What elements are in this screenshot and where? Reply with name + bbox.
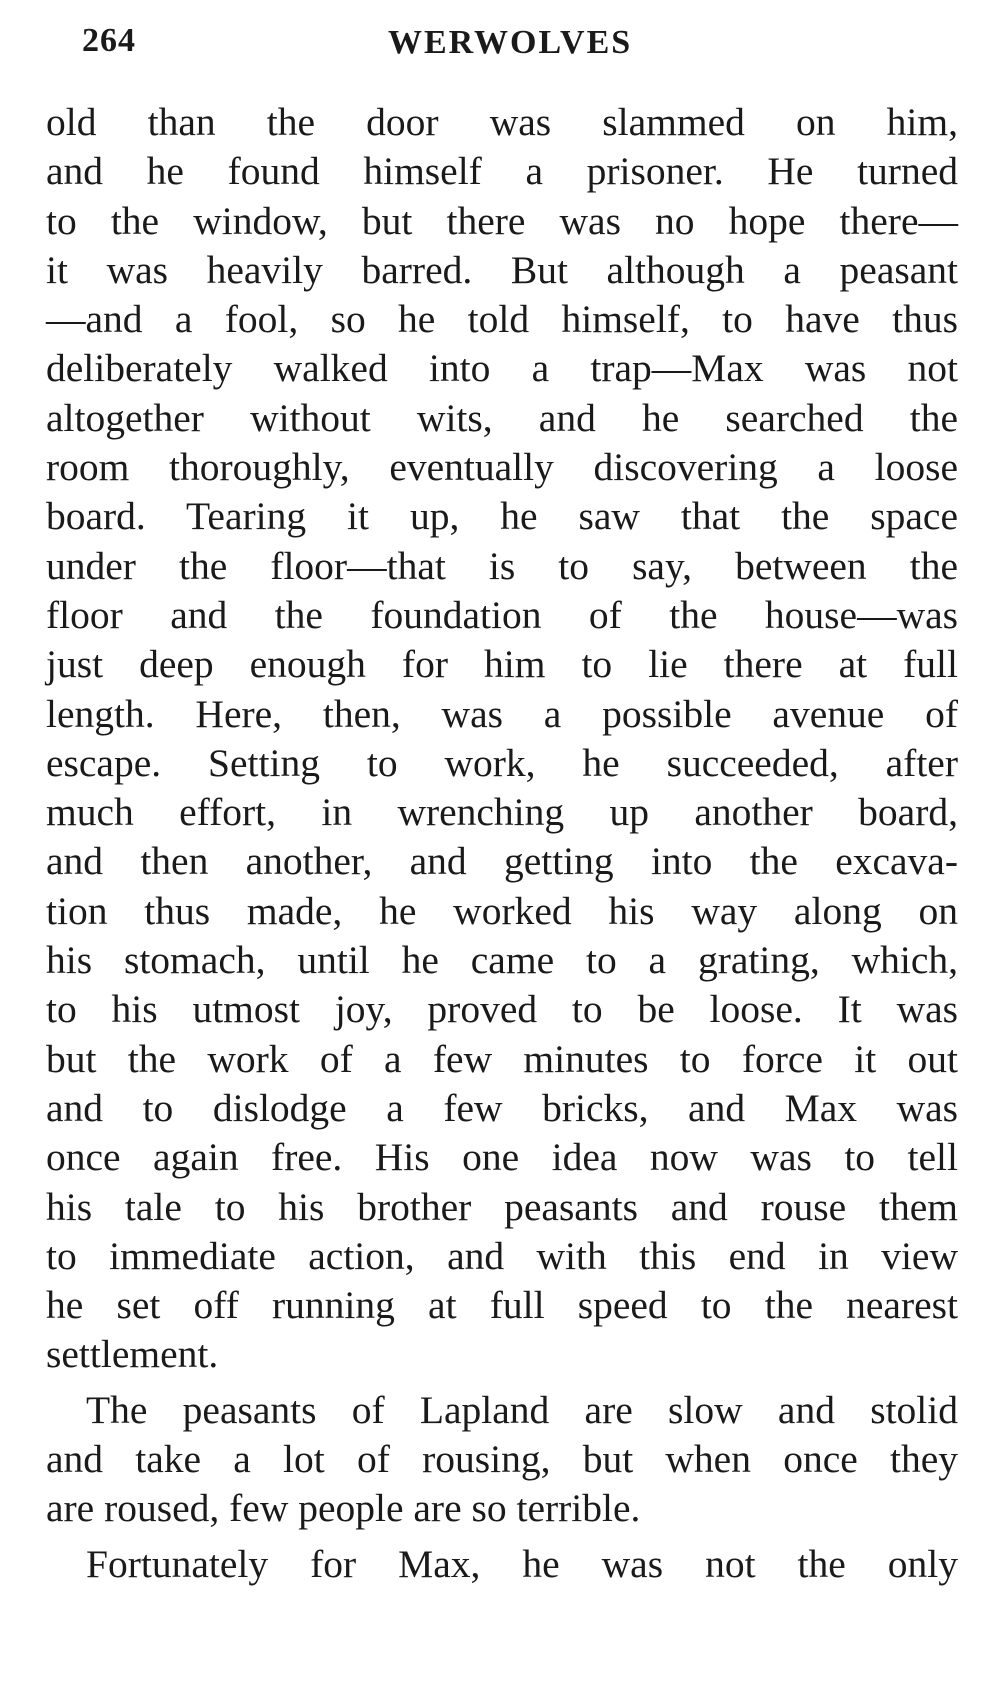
text-line: once again free. His one idea now was to tell: [46, 1135, 958, 1180]
page-number: 264: [82, 22, 136, 59]
text-line: length. Here, then, was a possible avenue of: [46, 691, 958, 736]
text-line: to his utmost joy, proved to be loose. It was: [46, 987, 958, 1032]
text-line: floor and the foundation of the house—was: [46, 592, 958, 637]
text-line: Fortunately for Max, he was not the only: [86, 1541, 958, 1586]
text-line: old than the door was slammed on him,: [46, 100, 958, 144]
text-line: are roused, few people are so terrible.: [46, 1486, 641, 1531]
text-line: board. Tearing it up, he saw that the space: [46, 494, 958, 539]
text-line: but the work of a few minutes to force it out: [46, 1036, 958, 1081]
text-line: —and a fool, so he told himself, to have thus: [46, 297, 958, 342]
text-line: The peasants of Lapland are slow and stolid: [86, 1387, 958, 1432]
text-line: under the floor—that is to say, between the: [46, 543, 958, 588]
text-line: to immediate action, and with this end in view: [46, 1233, 958, 1278]
text-line: tion thus made, he worked his way along on: [46, 888, 958, 933]
text-line: his stomach, until he came to a grating, which,: [46, 938, 958, 983]
text-line: settlement.: [46, 1332, 219, 1377]
text-line: altogether without wits, and he searched the: [46, 395, 958, 440]
text-line: escape. Setting to work, he succeeded, after: [46, 740, 958, 785]
text-line: his tale to his brother peasants and rouse them: [46, 1184, 958, 1229]
paragraph-3: [46, 1540, 958, 1589]
page-header: [82, 22, 682, 72]
page-body: [46, 98, 958, 1589]
text-line: he set off running at full speed to the nearest: [46, 1283, 958, 1328]
text-line: and he found himself a prisoner. He turned: [46, 149, 958, 194]
text-line: just deep enough for him to lie there at full: [46, 642, 958, 687]
text-line: to the window, but there was no hope there—: [46, 198, 958, 243]
paragraph-1: [46, 98, 958, 1380]
text-line: and to dislodge a few bricks, and Max was: [46, 1085, 958, 1130]
text-line: it was heavily barred. But although a peasant: [46, 247, 958, 292]
text-line: much effort, in wrenching up another board,: [46, 790, 958, 835]
text-line: room thoroughly, eventually discovering a loose: [46, 445, 958, 490]
running-head: WERWOLVES: [388, 24, 633, 61]
text-line: and take a lot of rousing, but when once they: [46, 1437, 958, 1482]
text-line: deliberately walked into a trap—Max was not: [46, 346, 958, 391]
paragraph-2: [46, 1386, 958, 1534]
text-line: and then another, and getting into the excava-: [46, 839, 958, 884]
